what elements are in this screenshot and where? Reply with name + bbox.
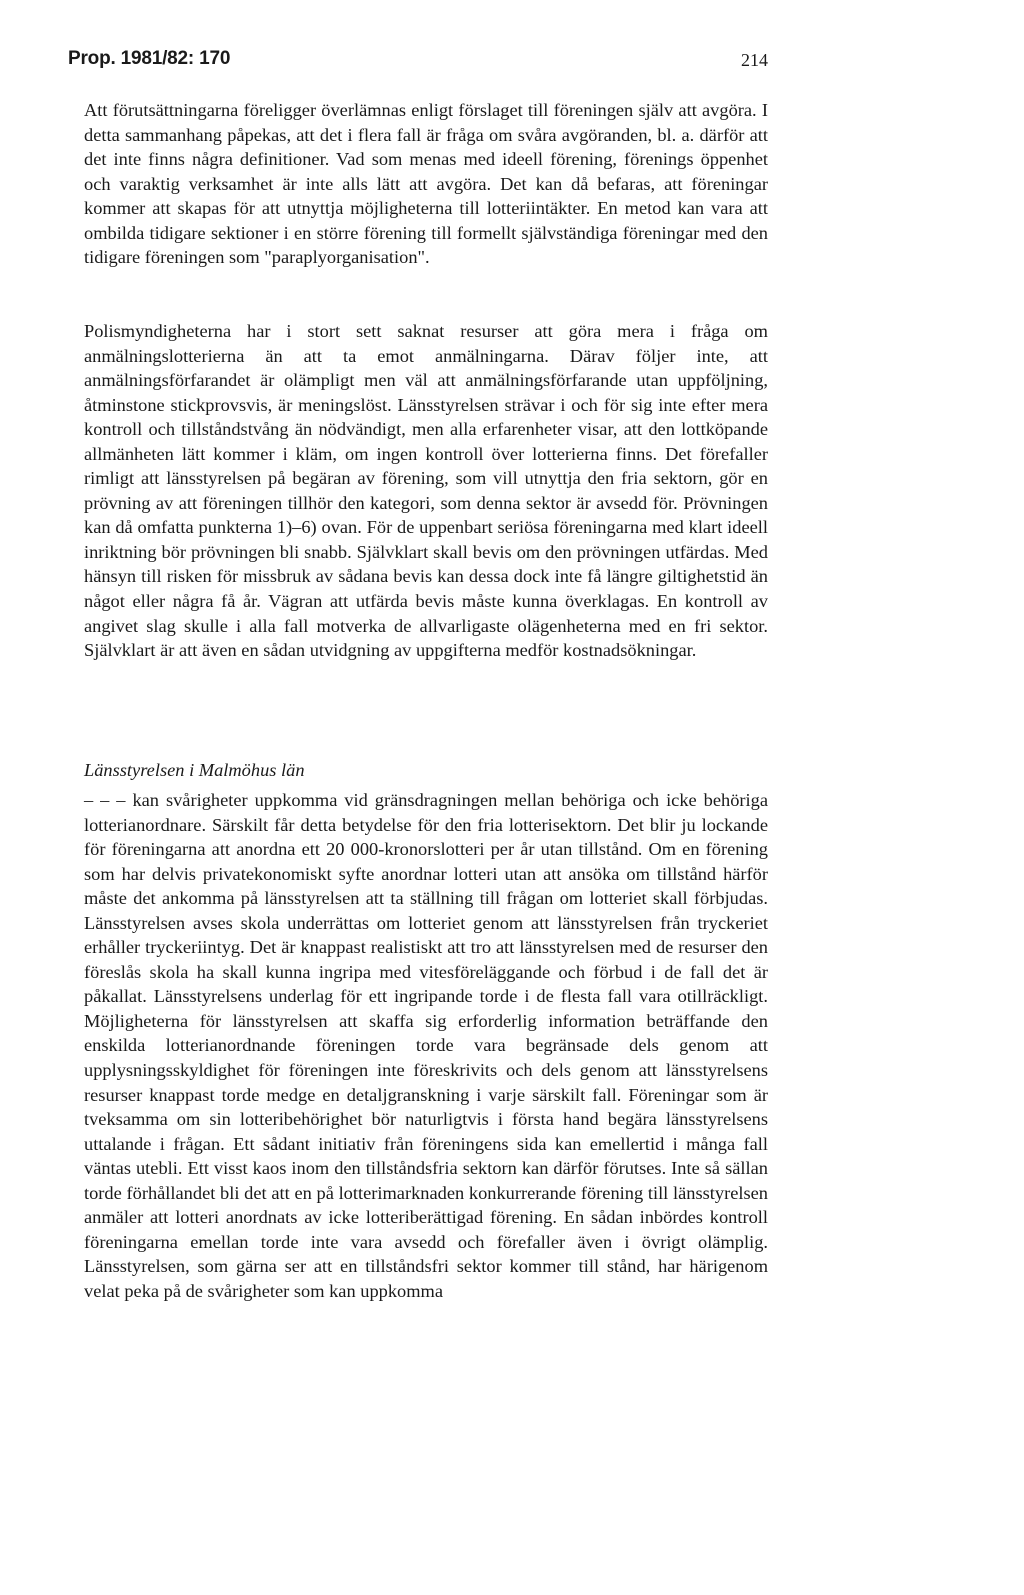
- publication-reference: Prop. 1981/82: 170: [68, 48, 231, 69]
- paragraph-text: Att förutsättningarna föreligger överlämnas enligt förslaget till föreningen själv att avgöra. I detta sammanhang påpekas, att det i flera fall är fråga om svåra avgöranden, bl. a. därför att det inte finns några definitioner. Vad som menas med ideell förening, förenings öppenhet och varaktig verksamhet är inte alls lätt att avgöra. Det kan då befaras, att föreningar kommer att skapas för att utnyttja möjligheterna till lotteriintäkter. En metod kan vara att ombilda tidigare sektioner i en större förening till formellt självständiga föreningar med den tidigare föreningen som "paraplyorganisation".: [84, 100, 768, 268]
- paragraph-text: – – – kan svårigheter uppkomma vid gränsdragningen mellan behöriga och icke behöriga lotterianordnare. Särskilt får detta betydelse för den fria lotterisektorn. Det blir ju lockande för föreningarna att anordna ett 20 000-kronorslotteri per år utan tillstånd. Om en förening som har delvis privatekonomiskt syfte anordnar lotteri utan att ansöka om tillstånd härför måste det ankomma på länsstyrelsen att ta ställning till frågan om lotteriet skall förbjudas. Länsstyrelsen avses skola underrättas om lotteriet genom att länsstyrelsen från tryckeriet erhåller tryckeriintyg. Det är knappast realistiskt att tro att länsstyrelsen med de resurser den föreslås skola ha skall kunna ingripa med vitesföreläggande och förbud i de fall det är påkallat. Länsstyrelsens underlag för ett ingripande torde i de flesta fall vara otillräckligt. Möjligheterna för länsstyrelsen att skaffa sig erforderlig information beträffande den enskilda lotterianordnande föreningen torde vara begränsade dels genom att upplysningsskyldighet för föreningen inte föreskrivits och dels genom att länsstyrelsens resurser knappast torde medge en detaljgranskning i varje särskilt fall. Föreningar som är tveksamma om sin lotteribehörighet bör naturligtvis i första hand begära länsstyrelsens uttalande i frågan. Ett sådant initiativ från föreningens sida kan emellertid i många fall väntas utebli. Ett visst kaos inom den tillståndsfria sektorn kan därför förutses. Inte så sällan torde förhållandet bli det att en på lotterimarknaden konkurrerande förening till länsstyrelsen anmäler att lotteri anordnats av icke lotteriberättigad förening. En sådan inbördes kontroll föreningarna emellan torde inte vara avsedd och förefaller även i övrigt olämplig. Länsstyrelsen, som gärna ser att en tillståndsfri sektor kommer till stånd, har härigenom velat peka på de svårigheter som kan uppkomma: [84, 790, 768, 1301]
- body-paragraph: [84, 788, 768, 1303]
- page-number: 214: [741, 50, 768, 70]
- body-paragraph: [84, 98, 768, 270]
- document-page: [68, 48, 768, 1301]
- body-paragraph: [84, 319, 768, 663]
- paragraph-text: Polismyndigheterna har i stort sett saknat resurser att göra mera i fråga om anmälningslotterierna än att ta emot anmälningarna. Därav följer inte, att anmälningsförfarandet är olämpligt men väl att anmälningsförfarande utan uppföljning, åtminstone stickprovsvis, är meningslöst. Länsstyrelsen strävar i och för sig inte efter mera kontroll och tillståndstvång än nödvändigt, men alla erfarenheter visar, att den lottköpande allmänheten lätt kommer i kläm, om ingen kontroll över lotterierna finns. Det förefaller rimligt att länsstyrelsen på begäran av förening, som vill utnyttja den fria sektorn, gör en prövning av att föreningen tillhör den kategori, som denna sektor är avsedd för. Prövningen kan då omfatta punkterna 1)–6) ovan. För de uppenbart seriösa föreningarna med klart ideell inriktning bör prövningen bli snabb. Självklart skall bevis om den prövningen utfärdas. Med hänsyn till risken för missbruk av sådana bevis kan dessa dock inte få längre giltighetstid än något eller några få år. Vägran att utfärda bevis måste kunna överklagas. En kontroll av angivet slag skulle i alla fall motverka de allvarligaste olägenheterna med en fri sektor. Självklart är att även en sådan utvidgning av uppgifterna medför kostnadsökningar.: [84, 321, 768, 661]
- section-heading: Länsstyrelsen i Malmöhus län: [84, 760, 305, 780]
- page-header: [68, 48, 768, 80]
